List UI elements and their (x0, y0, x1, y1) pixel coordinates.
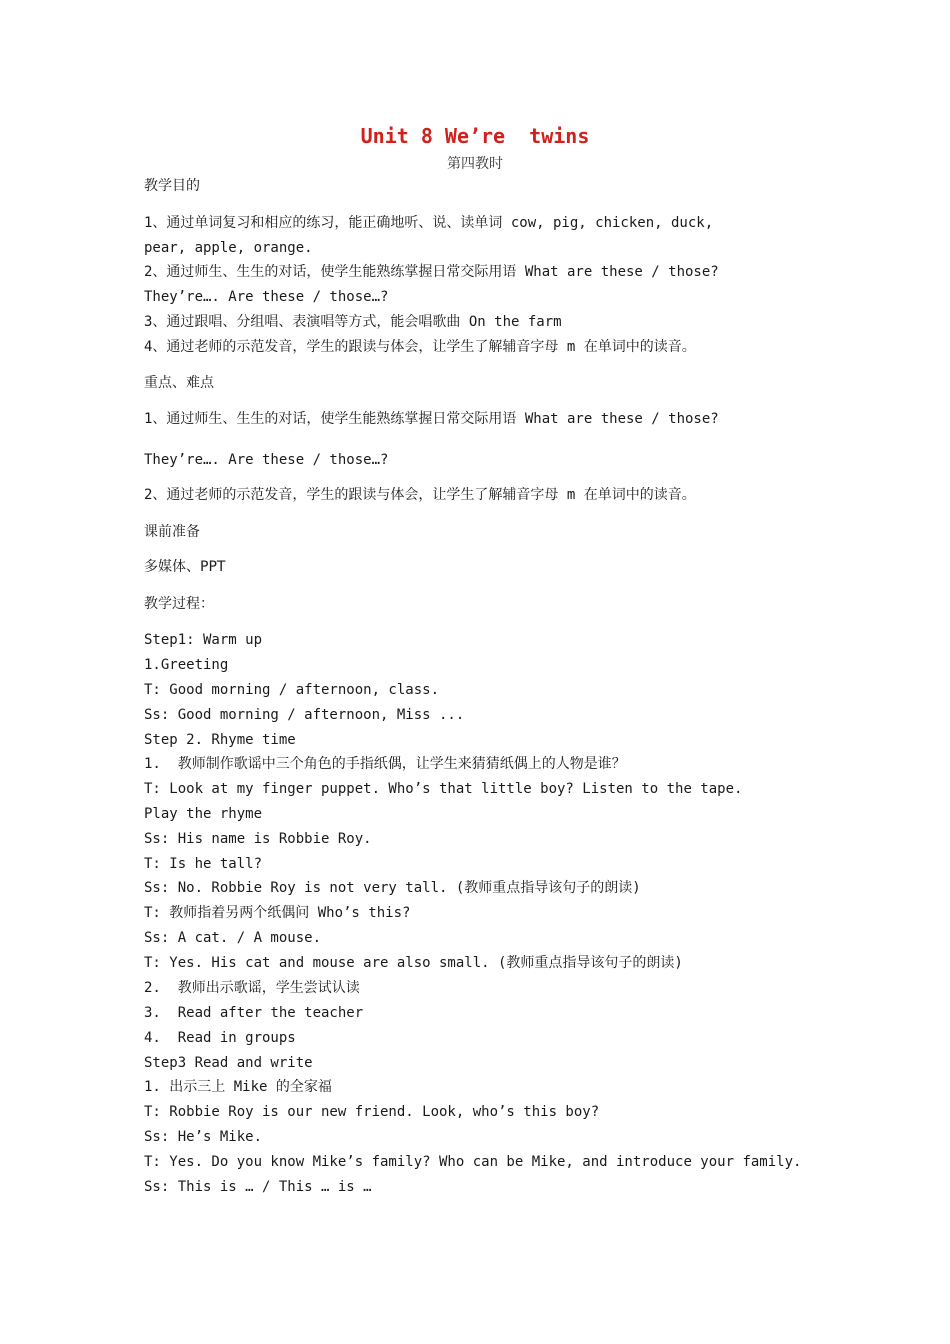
procedure-line: Ss: No. Robbie Roy is not very tall. (教师重点指导该句子的朗读) (144, 880, 641, 896)
page-subtitle: 第四教时 (447, 156, 503, 172)
procedure-line: 4. Read in groups (144, 1030, 296, 1046)
section-heading-key-points: 重点、难点 (144, 375, 214, 391)
objective-line: 2、通过师生、生生的对话，使学生能熟练掌握日常交际用语 What are these / those? (144, 264, 719, 280)
procedure-line: Step 2. Rhyme time (144, 732, 296, 748)
objective-line: 3、通过跟唱、分组唱、表演唱等方式，能会唱歌曲 On the farm (144, 314, 562, 330)
objective-line: pear, apple, orange. (144, 240, 313, 256)
procedure-line: Ss: His name is Robbie Roy. (144, 831, 372, 847)
section-heading-objectives: 教学目的 (144, 178, 200, 194)
procedure-line: 1. 教师制作歌谣中三个角色的手指纸偶，让学生来猜猜纸偶上的人物是谁？ (144, 756, 626, 772)
procedure-line: Ss: He’s Mike. (144, 1129, 263, 1145)
procedure-line: 2. 教师出示歌谣，学生尝试认读 (144, 980, 360, 996)
procedure-line: Step1: Warm up (144, 632, 263, 648)
objective-line: 1、通过单词复习和相应的练习，能正确地听、说、读单词 cow, pig, chicken, duck, (144, 215, 714, 231)
procedure-line: Play the rhyme (144, 806, 263, 822)
key-point-line: 2、通过老师的示范发音，学生的跟读与体会，让学生了解辅音字母 m 在单词中的读音。 (144, 487, 696, 503)
procedure-line: T: Yes. His cat and mouse are also small. (教师重点指导该句子的朗读) (144, 955, 683, 971)
procedure-line: Step3 Read and write (144, 1055, 313, 1071)
procedure-line: Ss: Good morning / afternoon, Miss ... (144, 707, 465, 723)
procedure-line: T: Is he tall? (144, 856, 263, 872)
procedure-line: T: 教师指着另两个纸偶问 Who’s this? (144, 905, 411, 921)
procedure-line: T: Robbie Roy is our new friend. Look, who’s this boy? (144, 1104, 600, 1120)
section-heading-procedure: 教学过程： (144, 596, 214, 612)
procedure-line: T: Good morning / afternoon, class. (144, 682, 440, 698)
procedure-line: 1. 出示三上 Mike 的全家福 (144, 1079, 332, 1095)
page-title: Unit 8 We’re twins (360, 124, 590, 148)
procedure-line: 3. Read after the teacher (144, 1005, 364, 1021)
preparation-text: 多媒体、PPT (144, 559, 226, 575)
procedure-line: T: Look at my finger puppet. Who’s that little boy? Listen to the tape. (144, 781, 743, 797)
procedure-line: 1.Greeting (144, 657, 229, 673)
objective-line: They’re…. Are these / those…? (144, 289, 389, 305)
section-heading-preparation: 课前准备 (144, 524, 200, 540)
procedure-line: Ss: A cat. / A mouse. (144, 930, 322, 946)
procedure-line: Ss: This is … / This … is … (144, 1179, 372, 1195)
key-point-line: They’re…. Are these / those…? (144, 452, 389, 468)
key-point-line: 1、通过师生、生生的对话，使学生能熟练掌握日常交际用语 What are these / those? (144, 411, 719, 427)
objective-line: 4、通过老师的示范发音，学生的跟读与体会，让学生了解辅音字母 m 在单词中的读音。 (144, 339, 696, 355)
procedure-line: T: Yes. Do you know Mike’s family? Who can be Mike, and introduce your family. (144, 1154, 802, 1170)
